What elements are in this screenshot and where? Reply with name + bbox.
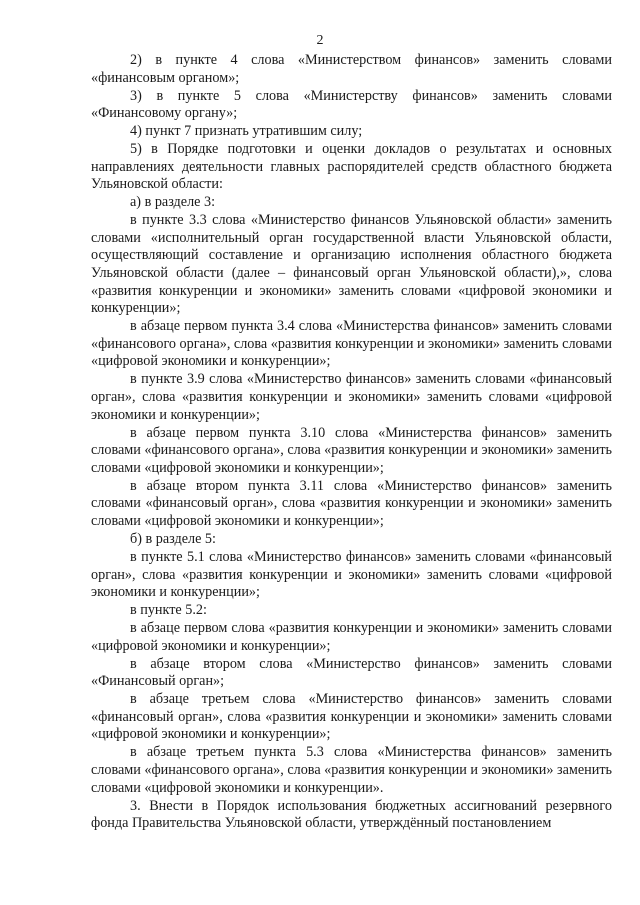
paragraph-3-9: в пункте 3.9 слова «Министерство финансов» заменить словами «финансовый орган», слова «развития конкуренции и экономики» заменить словами «цифровой экономики и конкуренции»;	[91, 371, 612, 423]
paragraph-5-1: в пункте 5.1 слова «Министерство финансов» заменить словами «финансовый орган», слова «развития конкуренции и экономики» заменить словами «цифровой экономики и конкуренции»;	[91, 548, 612, 601]
paragraph-3-10: в абзаце первом пункта 3.10 слова «Министерства финансов» заменить словами «финансового органа», слова «развития конкуренции и экономики» заменить словами «цифровой экономики и конкуренции»;	[91, 424, 612, 476]
paragraph-5-2-third: в абзаце третьем слова «Министерство финансов» заменить словами «финансовый орган», слова «развития конкуренции и экономики» заменить словами «цифровой экономики и конкуренции»;	[91, 691, 612, 743]
paragraph-item-3: 3) в пункте 5 слова «Министерству финансов» заменить словами «Финансовому органу»;	[91, 87, 612, 122]
subsection-b-heading: б) в разделе 5:	[130, 530, 216, 547]
paragraph-item-5: 5) в Порядке подготовки и оценки докладов о результатах и основных направлениях деятельности главных распорядителей средств областного бюджета Ульяновской области:	[91, 141, 612, 193]
paragraph-5-2-second: в абзаце втором слова «Министерство финансов» заменить словами «Финансовый орган»;	[91, 655, 612, 690]
paragraph-item-4: 4) пункт 7 признать утратившим силу;	[130, 123, 363, 140]
paragraph-section-3: 3. Внести в Порядок использования бюджетных ассигнований резервного фонда Правительства Ульяновской области, утверждённый постановлением	[91, 797, 612, 832]
page-number: 2	[316, 33, 324, 48]
document-body	[91, 52, 612, 833]
paragraph-5-2-heading: в пункте 5.2:	[130, 602, 207, 619]
paragraph-3-3: в пункте 3.3 слова «Министерство финансов Ульяновской области» заменить словами «исполнительный орган государственной власти Ульяновской области, осуществляющий составление и организацию исполнения областного бюджета Ульяновской области (далее – финансовый орган Ульяновской области),», слова «развития конкуренции и экономики» заменить словами «цифровой экономики и конкуренции»;	[91, 212, 612, 317]
paragraph-item-2: 2) в пункте 4 слова «Министерством финансов» заменить словами «финансовым органом»;	[91, 52, 612, 86]
paragraph-3-11: в абзаце втором пункта 3.11 слова «Министерство финансов» заменить словами «финансовый орган», слова «развития конкуренции и экономики» заменить словами «цифровой экономики и конкуренции»;	[91, 477, 612, 529]
paragraph-3-4: в абзаце первом пункта 3.4 слова «Министерства финансов» заменить словами «финансового органа», слова «развития конкуренции и экономики» заменить словами «цифровой экономики и конкуренции»;	[91, 318, 612, 370]
paragraph-5-2-first: в абзаце первом слова «развития конкуренции и экономики» заменить словами «цифровой экономики и конкуренции»;	[91, 620, 612, 654]
paragraph-5-3: в абзаце третьем пункта 5.3 слова «Министерства финансов» заменить словами «финансового органа», слова «развития конкуренции и экономики» заменить словами «цифровой экономики и конкуренции».	[91, 744, 612, 796]
subsection-a-heading: а) в разделе 3:	[130, 194, 216, 211]
